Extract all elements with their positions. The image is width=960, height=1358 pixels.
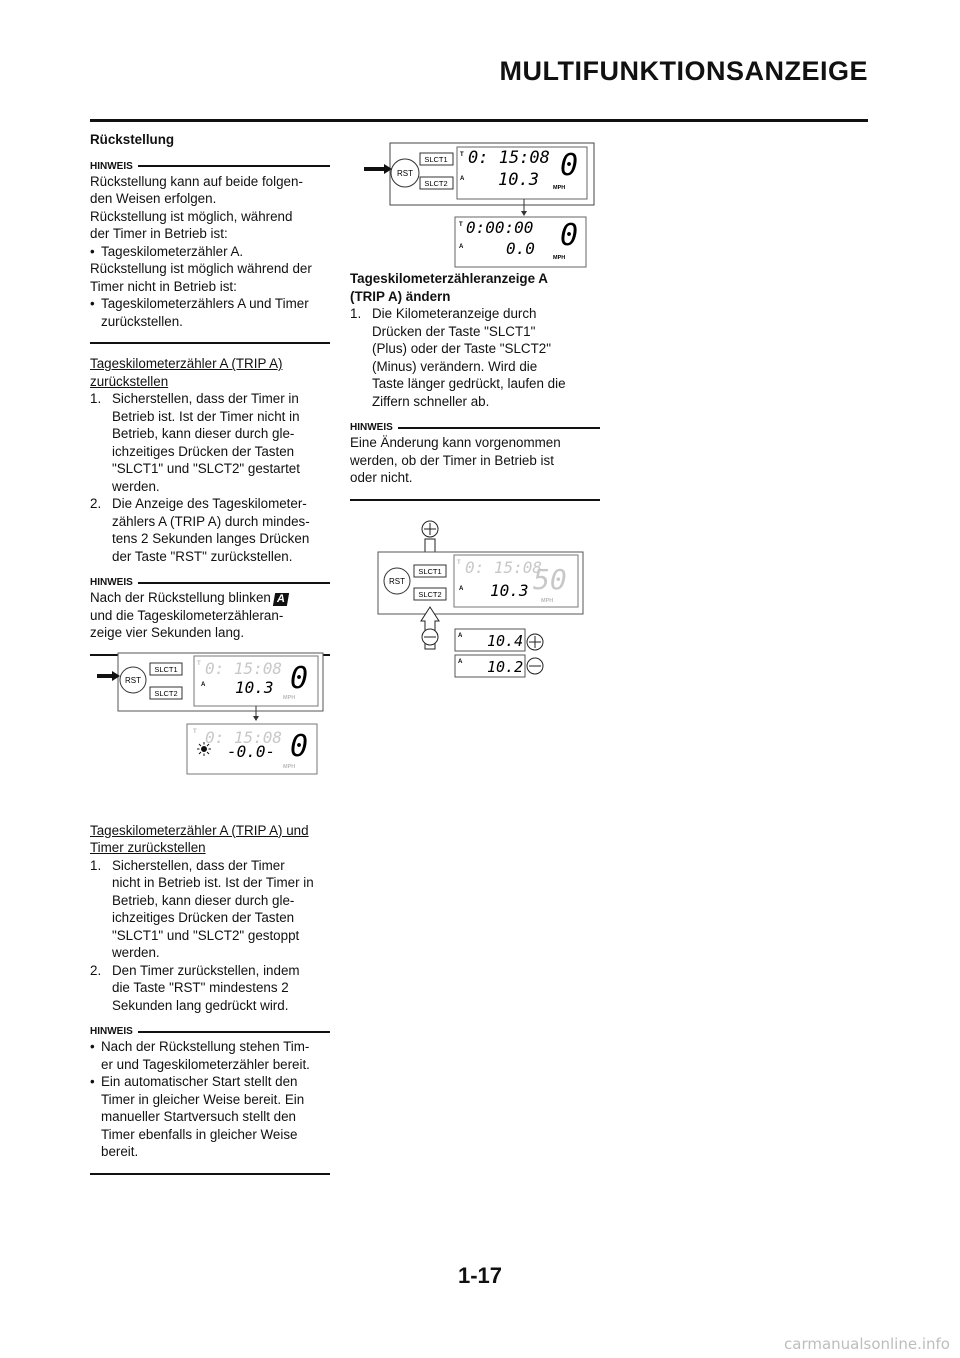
svg-text:10.2: 10.2 (487, 658, 524, 676)
svg-text:10.3: 10.3 (235, 678, 274, 697)
text-line: Nach der Rückstellung blinken A (90, 589, 330, 607)
step-item: 1. Die Kilometeranzeige durch Drücken der Taste "SLCT1" (Plus) oder der Taste "SLCT2" (Minus) verändern. Wird die Taste länger gedrückt, laufen die Ziffern schneller ab. (350, 306, 566, 409)
svg-text:T: T (193, 729, 197, 735)
text-line: zeige vier Sekunden lang. (90, 625, 245, 640)
plus-icon (527, 634, 543, 650)
note-label: HINWEIS (350, 422, 393, 433)
svg-text:10.4: 10.4 (487, 632, 524, 650)
svg-text:0: 0 (560, 148, 579, 183)
svg-text:0: 15:08: 0: 15:08 (468, 148, 550, 168)
press-arrow (97, 671, 120, 681)
svg-text:A: A (459, 586, 464, 592)
svg-text:MPH: MPH (553, 255, 566, 261)
svg-text:MPH: MPH (553, 185, 566, 191)
minus-icon (422, 629, 438, 645)
text-line: oder nicht. (350, 470, 413, 485)
svg-text:SLCT2: SLCT2 (154, 689, 178, 698)
note-box (90, 161, 330, 345)
svg-text:0: 0 (290, 729, 309, 764)
svg-text:0: 0 (560, 218, 579, 253)
svg-text:0.0: 0.0 (506, 239, 535, 258)
svg-text:RST: RST (125, 676, 141, 685)
trip-a-badge: A (273, 593, 289, 606)
svg-text:SLCT2: SLCT2 (418, 590, 442, 599)
svg-text:A: A (201, 682, 206, 688)
svg-text:-0.0-: -0.0- (227, 742, 276, 761)
page-title: MULTIFUNKTIONSANZEIGE (499, 56, 868, 86)
text-line: Rückstellung kann auf beide folgen- (90, 173, 303, 189)
timer-icon: T (460, 152, 464, 158)
step-item: 2. Den Timer zurückstellen, indem die Taste "RST" mindestens 2 Sekunden lang gedrückt wird. (90, 962, 300, 1013)
diagram-reset-trip-a (95, 650, 327, 780)
press-arrow (364, 164, 392, 174)
text-line: werden, ob der Timer in Betrieb ist (350, 452, 554, 468)
svg-text:MPH: MPH (541, 598, 554, 604)
svg-text:0: 0 (290, 661, 309, 696)
svg-text:MPH: MPH (283, 695, 296, 701)
note-label: HINWEIS (90, 577, 133, 588)
note-box (350, 422, 600, 501)
svg-text:0: 15:08: 0: 15:08 (205, 659, 283, 678)
step-item: 1. Sicherstellen, dass der Timer nicht in Betrieb ist. Ist der Timer in Betrieb, kann dieser durch gle- ichzeitiges Drücken der Tasten "SLCT1" und "SLCT2" gestoppt werden. (90, 857, 314, 960)
subheading: Tageskilometerzähler A (TRIP A) zurückstellen (90, 356, 283, 389)
svg-text:SLCT1: SLCT1 (418, 567, 442, 576)
svg-text:A: A (458, 633, 463, 639)
svg-text:50: 50 (533, 563, 567, 596)
svg-text:10.3: 10.3 (490, 581, 529, 600)
section-heading: Rückstellung (90, 132, 175, 147)
svg-text:10.3: 10.3 (498, 170, 539, 190)
plus-icon (422, 521, 438, 537)
svg-text:SLCT2: SLCT2 (424, 179, 448, 188)
svg-text:T: T (457, 560, 461, 566)
svg-text:RST: RST (389, 577, 405, 586)
text-line: und die Tageskilometerzähleran- (90, 607, 284, 623)
bullet-item: • Tageskilometerzählers A und Timer zurückstellen. (90, 296, 309, 329)
trip-a-icon: A (460, 176, 465, 182)
svg-text:0: 15:08: 0: 15:08 (465, 558, 543, 577)
svg-text:T: T (459, 222, 463, 228)
text-line: Eine Änderung kann vorgenommen (350, 435, 561, 450)
minus-icon (527, 658, 543, 674)
diagram-change-trip-a (375, 515, 590, 680)
text-line: Rückstellung ist möglich während der (90, 261, 312, 276)
page-number: 1-17 (457, 1263, 503, 1288)
note-box (90, 577, 330, 656)
text-line: Timer nicht in Betrieb ist: (90, 278, 237, 294)
svg-text:MPH: MPH (283, 764, 296, 770)
svg-text:A: A (458, 659, 463, 665)
text-line: der Timer in Betrieb ist: (90, 226, 228, 241)
bullet-item: • Ein automatischer Start stellt den Timer in gleicher Weise bereit. Ein manueller Startversuch stellt den Timer ebenfalls in gleicher Weise bereit. (90, 1074, 305, 1159)
text-line: Rückstellung ist möglich, während (90, 208, 293, 224)
step-item: 1. Sicherstellen, dass der Timer in Betrieb ist. Ist der Timer nicht in Betrieb, kann dieser durch gle- ichzeitiges Drücken der Tasten "SLCT1" und "SLCT2" gestartet werden. (90, 391, 300, 494)
svg-text:RST: RST (397, 169, 413, 178)
svg-text:SLCT1: SLCT1 (154, 665, 178, 674)
note-label: HINWEIS (90, 1026, 133, 1037)
note-label: HINWEIS (90, 160, 133, 172)
svg-text:0:00:00: 0:00:00 (466, 218, 534, 237)
note-box (90, 1026, 330, 1175)
svg-text:SLCT1: SLCT1 (424, 155, 448, 164)
svg-text:T: T (197, 661, 201, 667)
bullet-item: • Nach der Rückstellung stehen Tim- er und Tageskilometerzähler bereit. (90, 1039, 310, 1072)
svg-text:A: A (459, 244, 464, 250)
step-item: 2. Die Anzeige des Tageskilometer- zählers A (TRIP A) durch mindes- tens 2 Sekunden langes Drücken der Taste "RST" zurückstellen. (90, 496, 310, 564)
section-heading: Tageskilometerzähleranzeige A (TRIP A) ändern (350, 271, 548, 304)
text-line: den Weisen erfolgen. (90, 191, 217, 206)
right-column (350, 270, 600, 501)
header-rule (90, 119, 868, 122)
watermark: carmanualsonline.info (784, 1335, 950, 1353)
bullet-item: • Tageskilometerzähler A. (90, 243, 244, 259)
diagram-reset-timer-running (360, 135, 600, 270)
subheading: Tageskilometerzähler A (TRIP A) und Timer zurückstellen (90, 822, 309, 855)
svg-text:0: 15:08: 0: 15:08 (205, 728, 283, 747)
